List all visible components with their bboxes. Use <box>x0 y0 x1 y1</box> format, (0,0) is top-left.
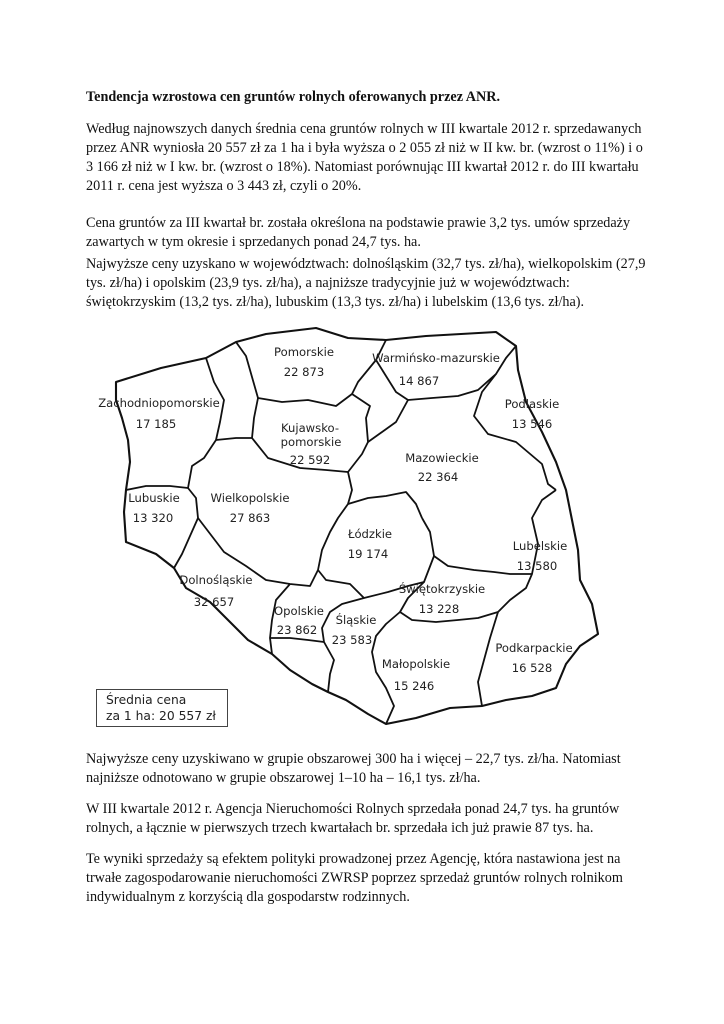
label-dolnoslaskie: Dolnośląskie <box>179 573 253 587</box>
label-lubelskie: Lubelskie <box>512 539 568 553</box>
paragraph-area-groups: Najwyższe ceny uzyskiwano w grupie obszarowej 300 ha i więcej – 22,7 tys. zł/ha. Natomiast najniższe odnotowano w grupie obszarowej 1–10 ha – 16,1 tys. zł/ha. <box>86 751 621 786</box>
price-slaskie: 23 583 <box>331 633 373 647</box>
price-kujawsko: 22 592 <box>289 453 331 467</box>
price-lubelskie: 13 580 <box>516 559 558 573</box>
price-lodzkie: 19 174 <box>347 547 389 561</box>
label-warminsko: Warmińsko-mazurskie <box>372 351 500 365</box>
price-malopolskie: 15 246 <box>393 679 435 693</box>
paragraph-regional-prices: Najwyższe ceny uzyskano w województwach: dolnośląskim (32,7 tys. zł/ha), wielkopolskim (27,9 tys. zł/ha) i opolskim (23,9 tys. zł/ha), a najniższe tradycyjnie już w województwach: świętokrzyskim (13,2 tys. zł/ha), lubuskim (13,3 tys. zł/ha) i lubelskim (13,6 tys. zł/ha). <box>86 256 646 310</box>
label-swietokrzyskie: Świętokrzyskie <box>398 582 486 596</box>
label-lubuskie: Lubuskie <box>128 491 180 505</box>
paragraph-average-price: Według najnowszych danych średnia cena gruntów rolnych w III kwartale 2012 r. sprzedawanych przez ANR wyniosła 20 557 zł za 1 ha i była wyższa o 2 055 zł niż w II kw. br. (wzrost o 11%) i o 3 166 zł niż w I kw. br. (wzrost o 18%). Natomiast porównując III kwartał 2012 r. do III kwartału 2011 r. cena jest wyższa o 3 443 zł, czyli o 20%. <box>86 121 643 194</box>
label-malopolskie: Małopolskie <box>381 657 451 671</box>
price-mazowieckie: 22 364 <box>417 470 459 484</box>
label-opolskie: Opolskie <box>274 604 324 618</box>
poland-voivodeship-map <box>86 322 646 732</box>
label-pomorskie: Pomorskie <box>274 345 334 359</box>
label-podlaskie: Podlaskie <box>504 397 560 411</box>
label-lodzkie: Łódzkie <box>347 527 393 541</box>
price-podlaskie: 13 546 <box>511 417 553 431</box>
price-podkarpackie: 16 528 <box>511 661 553 675</box>
price-zachodniopomorskie: 17 185 <box>135 417 177 431</box>
label-podkarpackie: Podkarpackie <box>495 641 573 655</box>
legend-line-2: za 1 ha: 20 557 zł <box>106 709 216 723</box>
label-mazowieckie: Mazowieckie <box>405 451 479 465</box>
price-wielkopolskie: 27 863 <box>229 511 271 525</box>
map-legend <box>96 689 228 727</box>
price-dolnoslaskie: 32 657 <box>193 595 235 609</box>
label-kujawsko: Kujawsko- <box>280 421 340 435</box>
label-zachodniopomorskie: Zachodniopomorskie <box>98 396 220 410</box>
label-wielkopolskie: Wielkopolskie <box>210 491 290 505</box>
paragraph-contracts: Cena gruntów za III kwartał br. została określona na podstawie prawie 3,2 tys. umów sprzedaży zawartych w tym okresie i sprzedanych ponad 24,7 tys. ha. <box>86 215 631 250</box>
price-pomorskie: 22 873 <box>283 365 325 379</box>
price-opolskie: 23 862 <box>276 623 318 637</box>
price-swietokrzyskie: 13 228 <box>418 602 460 616</box>
page-title: Tendencja wzrostowa cen gruntów rolnych oferowanych przez ANR. <box>86 89 501 105</box>
label-slaskie: Śląskie <box>335 613 377 627</box>
label-kujawsko-2: pomorskie <box>280 435 342 449</box>
paragraph-policy: Te wyniki sprzedaży są efektem polityki prowadzonej przez Agencję, która nastawiona jest na trwałe zagospodarowanie nieruchomości ZWRSP poprzez sprzedaż gruntów rolnych rolnikom indywidualnym z korzyścią dla gospodarstw rodzinnych. <box>86 851 623 905</box>
price-lubuskie: 13 320 <box>132 511 174 525</box>
paragraph-sales-volume: W III kwartale 2012 r. Agencja Nieruchomości Rolnych sprzedała ponad 24,7 tys. ha gruntów rolnych, a łącznie w pierwszych trzech kwartałach br. sprzedała ich już prawie 87 tys. ha. <box>86 801 620 836</box>
legend-line-1: Średnia cena <box>106 693 187 707</box>
price-warminsko: 14 867 <box>398 374 440 388</box>
